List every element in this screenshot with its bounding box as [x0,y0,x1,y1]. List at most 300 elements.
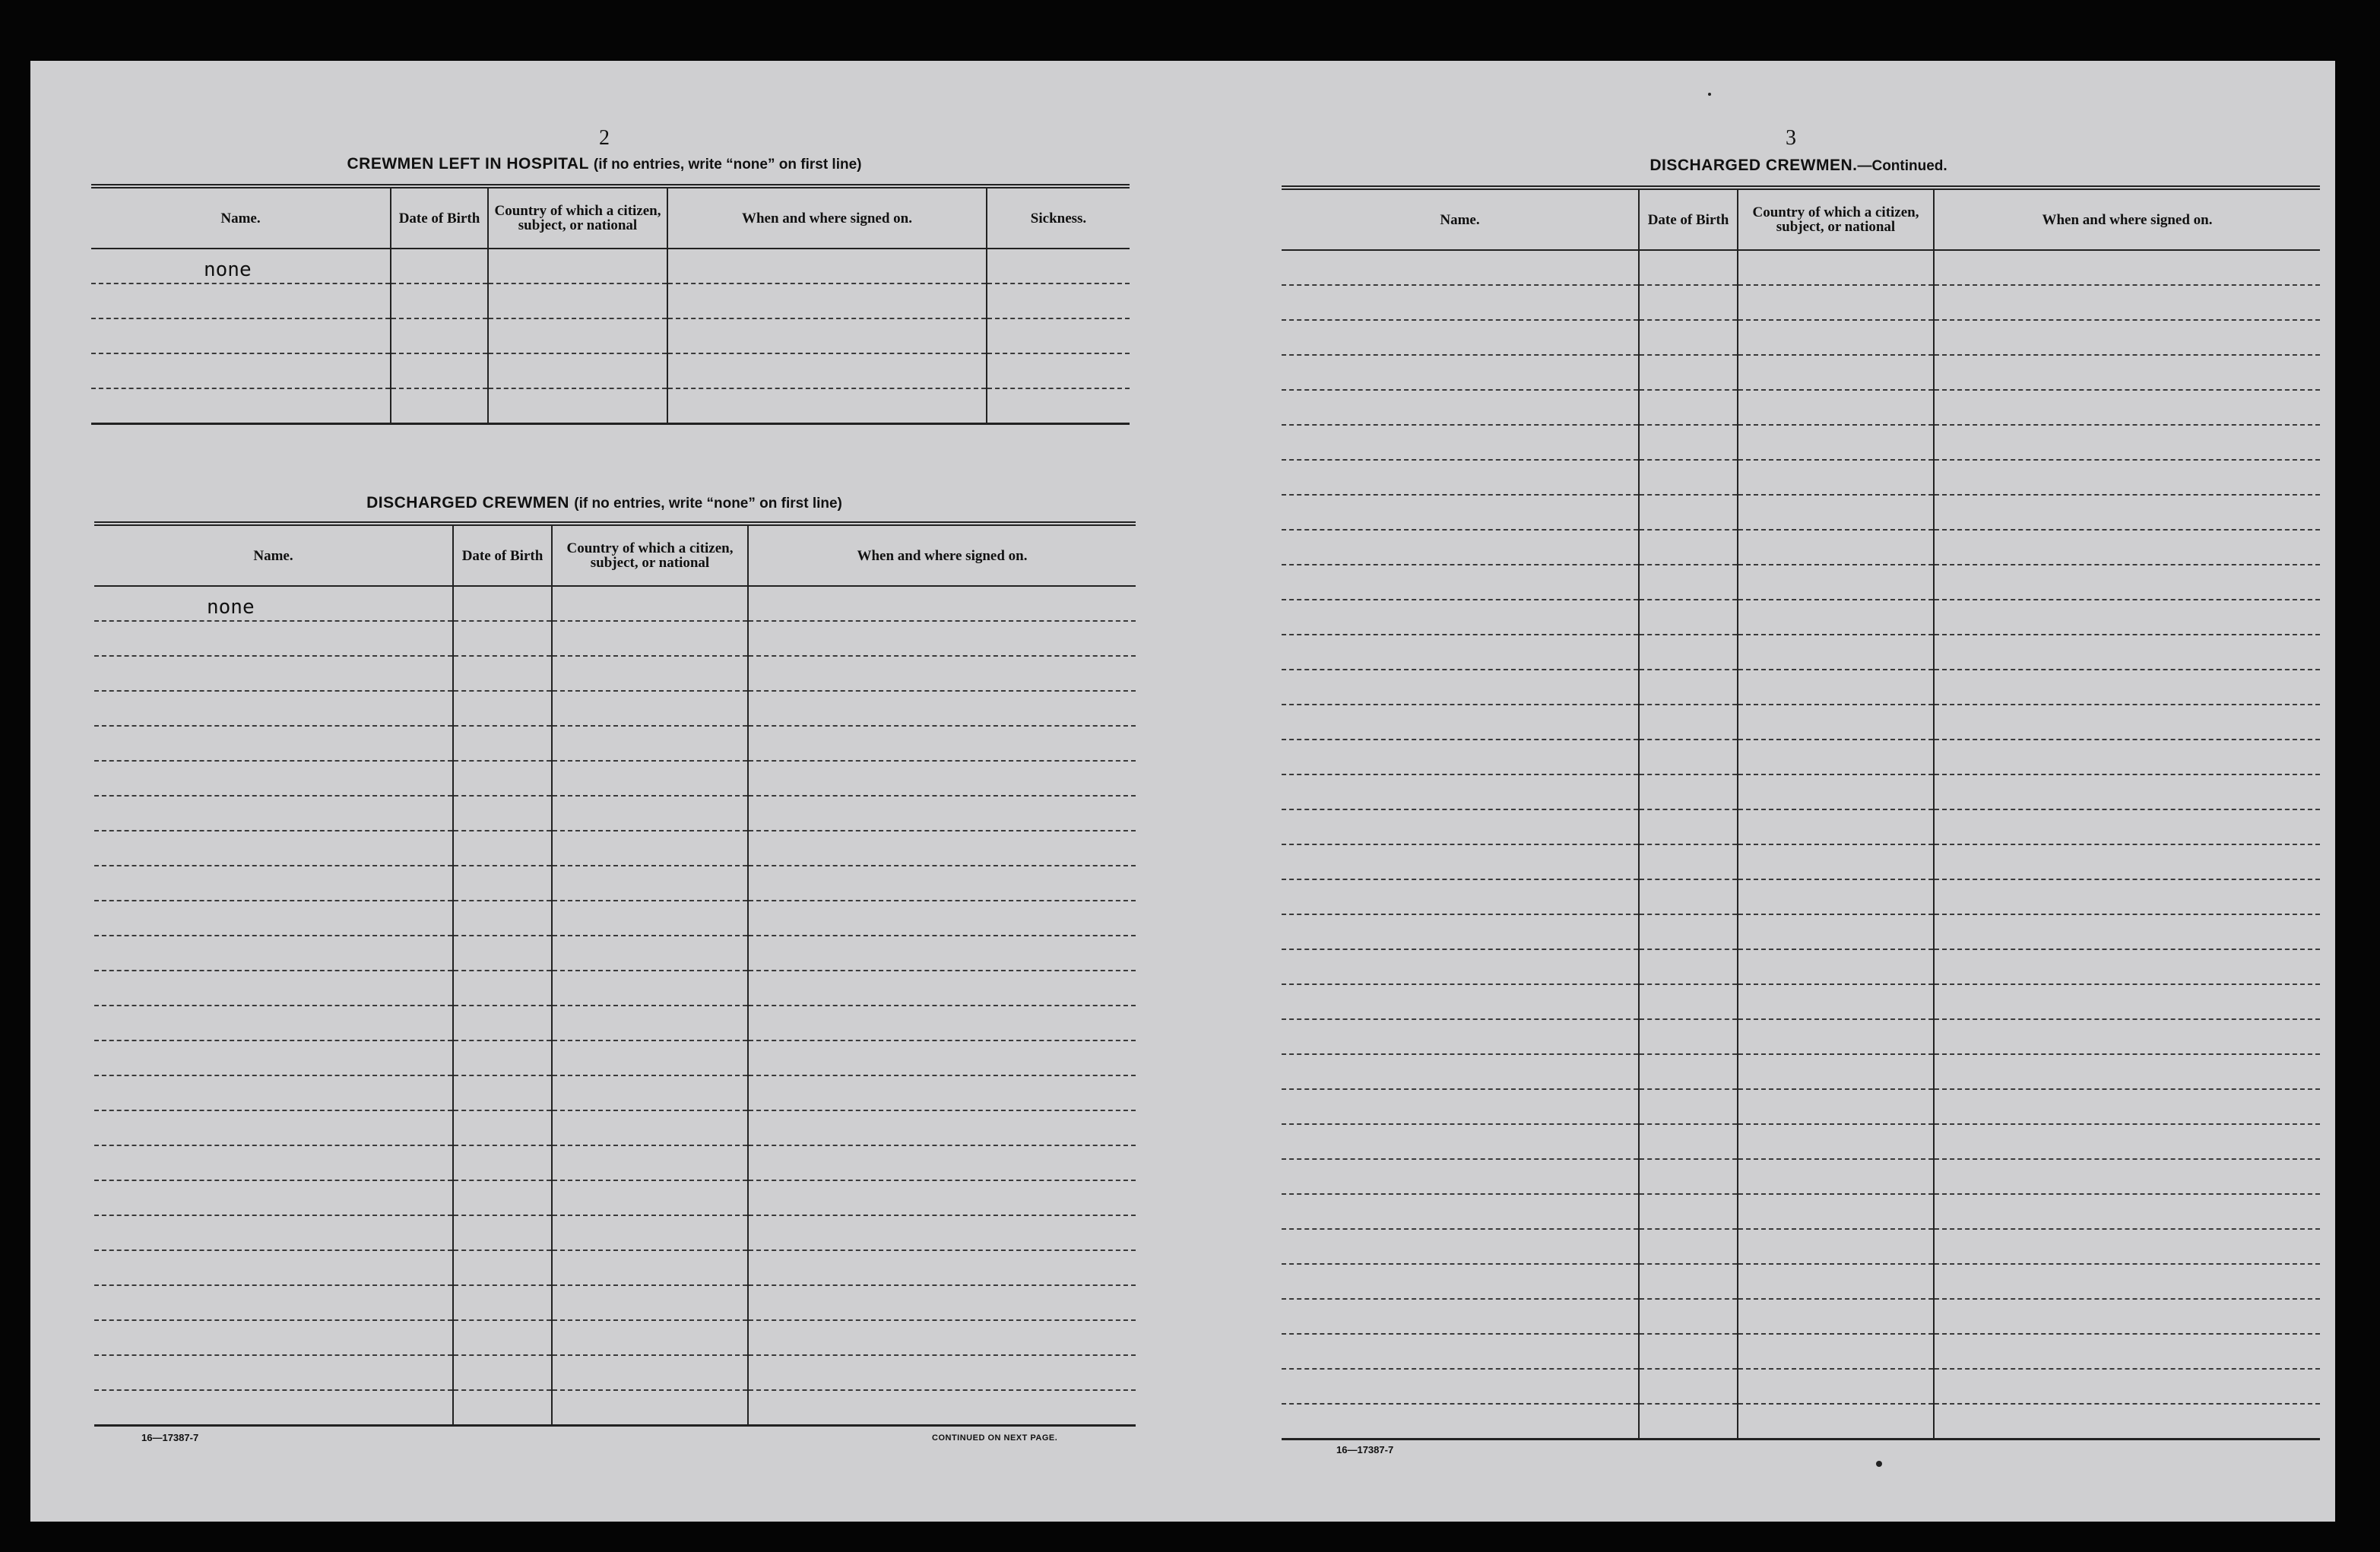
date-cell[interactable] [391,388,488,424]
date-cell[interactable] [1639,809,1738,844]
name-cell[interactable] [1282,879,1639,914]
signed-on-cell[interactable] [1934,1369,2320,1404]
country-cell[interactable] [1738,984,1934,1019]
table-row [94,1110,1136,1145]
signed-on-cell[interactable] [667,388,987,424]
country-cell[interactable] [1738,914,1934,949]
date-cell[interactable] [1639,844,1738,879]
name-cell[interactable] [1282,635,1639,670]
country-cell[interactable] [552,1075,748,1110]
country-cell[interactable] [552,1355,748,1390]
date-cell[interactable] [1639,530,1738,565]
signed-on-cell[interactable] [667,249,987,283]
table-row [1282,914,2320,949]
name-cell[interactable] [1282,844,1639,879]
table-row [94,761,1136,796]
country-cell[interactable] [552,586,748,621]
date-cell[interactable] [453,1180,552,1215]
name-cell[interactable] [94,866,453,901]
country-cell[interactable] [1738,285,1934,320]
date-cell[interactable] [453,1250,552,1285]
name-cell[interactable] [94,796,453,831]
date-cell[interactable] [453,1390,552,1426]
hospital-title-note: (if no entries, write “none” on first line) [593,157,862,173]
page-number-right: 3 [1786,126,1796,150]
date-cell[interactable] [1639,774,1738,809]
country-cell[interactable] [1738,565,1934,600]
name-cell[interactable] [1282,1089,1639,1124]
country-cell[interactable] [1738,1229,1934,1264]
name-cell[interactable] [1282,1369,1639,1404]
signed-on-cell[interactable] [1934,495,2320,530]
signed-on-cell[interactable] [1934,355,2320,390]
table-row [1282,565,2320,600]
country-cell[interactable] [1738,844,1934,879]
table-row [1282,705,2320,740]
table-row [94,656,1136,691]
name-cell[interactable] [94,1215,453,1250]
name-cell[interactable] [91,318,391,353]
name-cell[interactable] [94,1250,453,1285]
country-cell[interactable] [1738,740,1934,774]
name-cell[interactable] [1282,1159,1639,1194]
signed-on-cell[interactable] [748,621,1136,656]
signed-on-cell[interactable] [748,1285,1136,1320]
name-cell[interactable] [1282,1019,1639,1054]
country-cell[interactable] [552,761,748,796]
signed-on-cell[interactable] [1934,914,2320,949]
country-cell[interactable] [552,1390,748,1426]
signed-on-cell[interactable] [748,1110,1136,1145]
name-cell[interactable] [1282,809,1639,844]
name-cell[interactable] [94,901,453,936]
table-row [1282,1264,2320,1299]
date-cell[interactable] [1639,879,1738,914]
country-cell[interactable] [552,1215,748,1250]
country-cell[interactable] [1738,530,1934,565]
table-row [1282,879,2320,914]
table-row [1282,635,2320,670]
table-row [1282,530,2320,565]
name-cell[interactable] [1282,1229,1639,1264]
country-cell[interactable] [488,249,667,283]
date-cell[interactable] [453,1110,552,1145]
table-row [94,831,1136,866]
discharged-table [94,521,1136,1427]
signed-on-cell[interactable] [748,1390,1136,1426]
date-cell[interactable] [1639,460,1738,495]
name-cell[interactable] [91,283,391,318]
table-row [94,1250,1136,1285]
signed-on-cell[interactable] [1934,635,2320,670]
name-cell[interactable] [94,691,453,726]
col-header-country: Country of which a citizen, subject, or national [1738,188,1934,250]
signed-on-cell[interactable] [748,866,1136,901]
table-row [94,1215,1136,1250]
table-row [1282,320,2320,355]
country-cell[interactable] [1738,460,1934,495]
signed-on-cell[interactable] [1934,1264,2320,1299]
date-cell[interactable] [453,901,552,936]
name-cell[interactable] [94,936,453,971]
country-cell[interactable] [552,1145,748,1180]
country-cell[interactable] [1738,355,1934,390]
signed-on-cell[interactable] [1934,565,2320,600]
country-cell[interactable] [1738,1264,1934,1299]
signed-on-cell[interactable] [1934,949,2320,984]
signed-on-cell[interactable] [1934,425,2320,460]
country-cell[interactable] [1738,600,1934,635]
date-cell[interactable] [1639,1019,1738,1054]
date-cell[interactable] [453,866,552,901]
signed-on-cell[interactable] [1934,1019,2320,1054]
signed-on-cell[interactable] [1934,600,2320,635]
signed-on-cell[interactable] [748,1250,1136,1285]
name-cell[interactable] [94,1180,453,1215]
signed-on-cell[interactable] [748,901,1136,936]
date-cell[interactable] [1639,740,1738,774]
date-cell[interactable] [1639,984,1738,1019]
signed-on-cell[interactable] [1934,460,2320,495]
date-cell[interactable] [1639,1299,1738,1334]
sickness-cell[interactable] [987,283,1130,318]
discharged-title-text: DISCHARGED CREWMEN [366,494,569,512]
country-cell[interactable] [1738,1089,1934,1124]
signed-on-cell[interactable] [1934,1229,2320,1264]
date-cell[interactable] [453,656,552,691]
signed-on-cell[interactable] [748,761,1136,796]
name-cell[interactable] [94,1040,453,1075]
date-cell[interactable] [1639,390,1738,425]
signed-on-cell[interactable] [748,586,1136,621]
date-cell[interactable] [1639,1334,1738,1369]
signed-on-cell[interactable] [1934,1159,2320,1194]
signed-on-cell[interactable] [748,1215,1136,1250]
signed-on-cell[interactable] [1934,740,2320,774]
signed-on-cell[interactable] [748,726,1136,761]
date-cell[interactable] [1639,425,1738,460]
name-cell[interactable] [1282,984,1639,1019]
date-cell[interactable] [1639,1124,1738,1159]
name-cell[interactable] [1282,914,1639,949]
date-cell[interactable] [391,318,488,353]
col-header-signed-on: When and where signed on. [748,524,1136,586]
name-cell[interactable] [91,249,391,283]
country-cell[interactable] [1738,1159,1934,1194]
signed-on-cell[interactable] [1934,879,2320,914]
name-cell[interactable] [94,1355,453,1390]
name-cell[interactable] [94,1145,453,1180]
country-cell[interactable] [1738,635,1934,670]
signed-on-cell[interactable] [748,831,1136,866]
table-row [94,726,1136,761]
country-cell[interactable] [488,318,667,353]
country-cell[interactable] [1738,1404,1934,1440]
country-cell[interactable] [552,726,748,761]
signed-on-cell[interactable] [1934,984,2320,1019]
signed-on-cell[interactable] [748,1180,1136,1215]
country-cell[interactable] [1738,250,1934,285]
signed-on-cell[interactable] [748,796,1136,831]
date-cell[interactable] [453,1006,552,1040]
scanned-form [30,61,2335,1522]
date-cell[interactable] [453,1355,552,1390]
date-cell[interactable] [1639,1264,1738,1299]
name-cell[interactable] [1282,1404,1639,1440]
date-cell[interactable] [453,1145,552,1180]
date-cell[interactable] [1639,1054,1738,1089]
country-cell[interactable] [552,656,748,691]
col-header-date-of-birth: Date of Birth [453,524,552,586]
name-cell[interactable] [94,621,453,656]
country-cell[interactable] [1738,670,1934,705]
country-cell[interactable] [552,971,748,1006]
name-cell[interactable] [1282,320,1639,355]
country-cell[interactable] [1738,495,1934,530]
country-cell[interactable] [1738,1124,1934,1159]
hospital-rows [91,249,1130,424]
name-cell[interactable] [1282,565,1639,600]
signed-on-cell[interactable] [1934,1089,2320,1124]
country-cell[interactable] [1738,949,1934,984]
date-cell[interactable] [1639,1089,1738,1124]
country-cell[interactable] [1738,1019,1934,1054]
country-cell[interactable] [1738,390,1934,425]
country-cell[interactable] [1738,1369,1934,1404]
country-cell[interactable] [1738,879,1934,914]
name-cell[interactable] [1282,285,1639,320]
right-rows [1282,250,2320,1440]
country-cell[interactable] [552,796,748,831]
hospital-first-entry: none [204,258,252,281]
name-cell[interactable] [1282,949,1639,984]
name-cell[interactable] [94,971,453,1006]
name-cell[interactable] [1282,600,1639,635]
date-cell[interactable] [1639,355,1738,390]
date-cell[interactable] [391,283,488,318]
signed-on-cell[interactable] [1934,670,2320,705]
country-cell[interactable] [1738,1334,1934,1369]
table-row [94,1040,1136,1075]
name-cell[interactable] [1282,774,1639,809]
date-cell[interactable] [453,691,552,726]
date-cell[interactable] [453,621,552,656]
date-cell[interactable] [453,761,552,796]
name-cell[interactable] [1282,670,1639,705]
country-cell[interactable] [552,936,748,971]
country-cell[interactable] [488,353,667,388]
name-cell[interactable] [1282,705,1639,740]
date-cell[interactable] [1639,495,1738,530]
sickness-cell[interactable] [987,249,1130,283]
name-cell[interactable] [1282,530,1639,565]
right-title-suffix: —Continued. [1857,158,1947,174]
signed-on-cell[interactable] [1934,320,2320,355]
country-cell[interactable] [552,1180,748,1215]
name-cell[interactable] [94,726,453,761]
signed-on-cell[interactable] [1934,250,2320,285]
signed-on-cell[interactable] [748,1075,1136,1110]
country-cell[interactable] [552,1110,748,1145]
date-cell[interactable] [1639,1369,1738,1404]
country-cell[interactable] [552,831,748,866]
signed-on-cell[interactable] [667,283,987,318]
date-cell[interactable] [453,1320,552,1355]
name-cell[interactable] [1282,1124,1639,1159]
date-cell[interactable] [391,249,488,283]
table-row [94,866,1136,901]
country-cell[interactable] [552,901,748,936]
signed-on-cell[interactable] [1934,1194,2320,1229]
table-row [1282,949,2320,984]
date-cell[interactable] [1639,285,1738,320]
date-cell[interactable] [1639,670,1738,705]
country-cell[interactable] [1738,425,1934,460]
table-row [1282,425,2320,460]
country-cell[interactable] [488,388,667,424]
date-cell[interactable] [453,1285,552,1320]
name-cell[interactable] [91,353,391,388]
country-cell[interactable] [552,1320,748,1355]
country-cell[interactable] [552,1006,748,1040]
right-section-title [1247,157,2335,175]
country-cell[interactable] [1738,1299,1934,1334]
country-cell[interactable] [1738,1054,1934,1089]
signed-on-cell[interactable] [1934,1404,2320,1440]
country-cell[interactable] [1738,705,1934,740]
date-cell[interactable] [453,726,552,761]
signed-on-cell[interactable] [1934,285,2320,320]
date-cell[interactable] [1639,705,1738,740]
table-row [1282,1369,2320,1404]
country-cell[interactable] [552,1040,748,1075]
date-cell[interactable] [1639,1194,1738,1229]
name-cell[interactable] [94,656,453,691]
signed-on-cell[interactable] [1934,390,2320,425]
table-row [94,1145,1136,1180]
name-cell[interactable] [1282,390,1639,425]
country-cell[interactable] [552,691,748,726]
date-cell[interactable] [1639,600,1738,635]
signed-on-cell[interactable] [667,318,987,353]
name-cell[interactable] [94,1110,453,1145]
signed-on-cell[interactable] [1934,774,2320,809]
table-row [94,621,1136,656]
date-cell[interactable] [391,353,488,388]
date-cell[interactable] [1639,1229,1738,1264]
date-cell[interactable] [1639,565,1738,600]
country-cell[interactable] [552,1250,748,1285]
date-cell[interactable] [1639,1404,1738,1440]
date-cell[interactable] [453,971,552,1006]
name-cell[interactable] [1282,1264,1639,1299]
name-cell[interactable] [1282,1194,1639,1229]
country-cell[interactable] [1738,809,1934,844]
signed-on-cell[interactable] [748,691,1136,726]
signed-on-cell[interactable] [1934,1054,2320,1089]
name-cell[interactable] [94,831,453,866]
date-cell[interactable] [1639,914,1738,949]
country-cell[interactable] [488,283,667,318]
name-cell[interactable] [1282,460,1639,495]
name-cell[interactable] [94,1075,453,1110]
signed-on-cell[interactable] [1934,809,2320,844]
name-cell[interactable] [94,586,453,621]
name-cell[interactable] [94,1285,453,1320]
country-cell[interactable] [552,621,748,656]
country-cell[interactable] [552,866,748,901]
signed-on-cell[interactable] [748,971,1136,1006]
name-cell[interactable] [1282,355,1639,390]
name-cell[interactable] [94,1006,453,1040]
signed-on-cell[interactable] [667,353,987,388]
signed-on-cell[interactable] [748,1320,1136,1355]
date-cell[interactable] [453,796,552,831]
country-cell[interactable] [1738,320,1934,355]
date-cell[interactable] [1639,949,1738,984]
name-cell[interactable] [1282,1334,1639,1369]
signed-on-cell[interactable] [748,936,1136,971]
date-cell[interactable] [453,1075,552,1110]
signed-on-cell[interactable] [748,1145,1136,1180]
signed-on-cell[interactable] [748,656,1136,691]
table-row [91,283,1130,318]
col-header-date-of-birth: Date of Birth [391,186,488,249]
table-row [1282,1334,2320,1369]
signed-on-cell[interactable] [748,1006,1136,1040]
name-cell[interactable] [94,1320,453,1355]
name-cell[interactable] [1282,425,1639,460]
date-cell[interactable] [453,1040,552,1075]
name-cell[interactable] [94,761,453,796]
sickness-cell[interactable] [987,318,1130,353]
signed-on-cell[interactable] [748,1040,1136,1075]
date-cell[interactable] [1639,320,1738,355]
date-cell[interactable] [1639,250,1738,285]
date-cell[interactable] [453,936,552,971]
country-cell[interactable] [1738,1194,1934,1229]
signed-on-cell[interactable] [1934,1334,2320,1369]
name-cell[interactable] [1282,740,1639,774]
date-cell[interactable] [453,1215,552,1250]
signed-on-cell[interactable] [748,1355,1136,1390]
table-row [94,1285,1136,1320]
country-cell[interactable] [1738,774,1934,809]
date-cell[interactable] [453,831,552,866]
table-row [1282,1019,2320,1054]
name-cell[interactable] [1282,250,1639,285]
name-cell[interactable] [1282,495,1639,530]
ink-speck [1876,1461,1882,1467]
date-cell[interactable] [1639,1159,1738,1194]
form-code-right: 16—17387-7 [1336,1444,1394,1455]
continued-note: CONTINUED ON NEXT PAGE. [932,1433,1058,1443]
country-cell[interactable] [552,1285,748,1320]
signed-on-cell[interactable] [1934,1299,2320,1334]
name-cell[interactable] [1282,1054,1639,1089]
sickness-cell[interactable] [987,388,1130,424]
signed-on-cell[interactable] [1934,844,2320,879]
signed-on-cell[interactable] [1934,530,2320,565]
signed-on-cell[interactable] [1934,1124,2320,1159]
date-cell[interactable] [453,586,552,621]
name-cell[interactable] [94,1390,453,1426]
sickness-cell[interactable] [987,353,1130,388]
date-cell[interactable] [1639,635,1738,670]
name-cell[interactable] [91,388,391,424]
signed-on-cell[interactable] [1934,705,2320,740]
name-cell[interactable] [1282,1299,1639,1334]
